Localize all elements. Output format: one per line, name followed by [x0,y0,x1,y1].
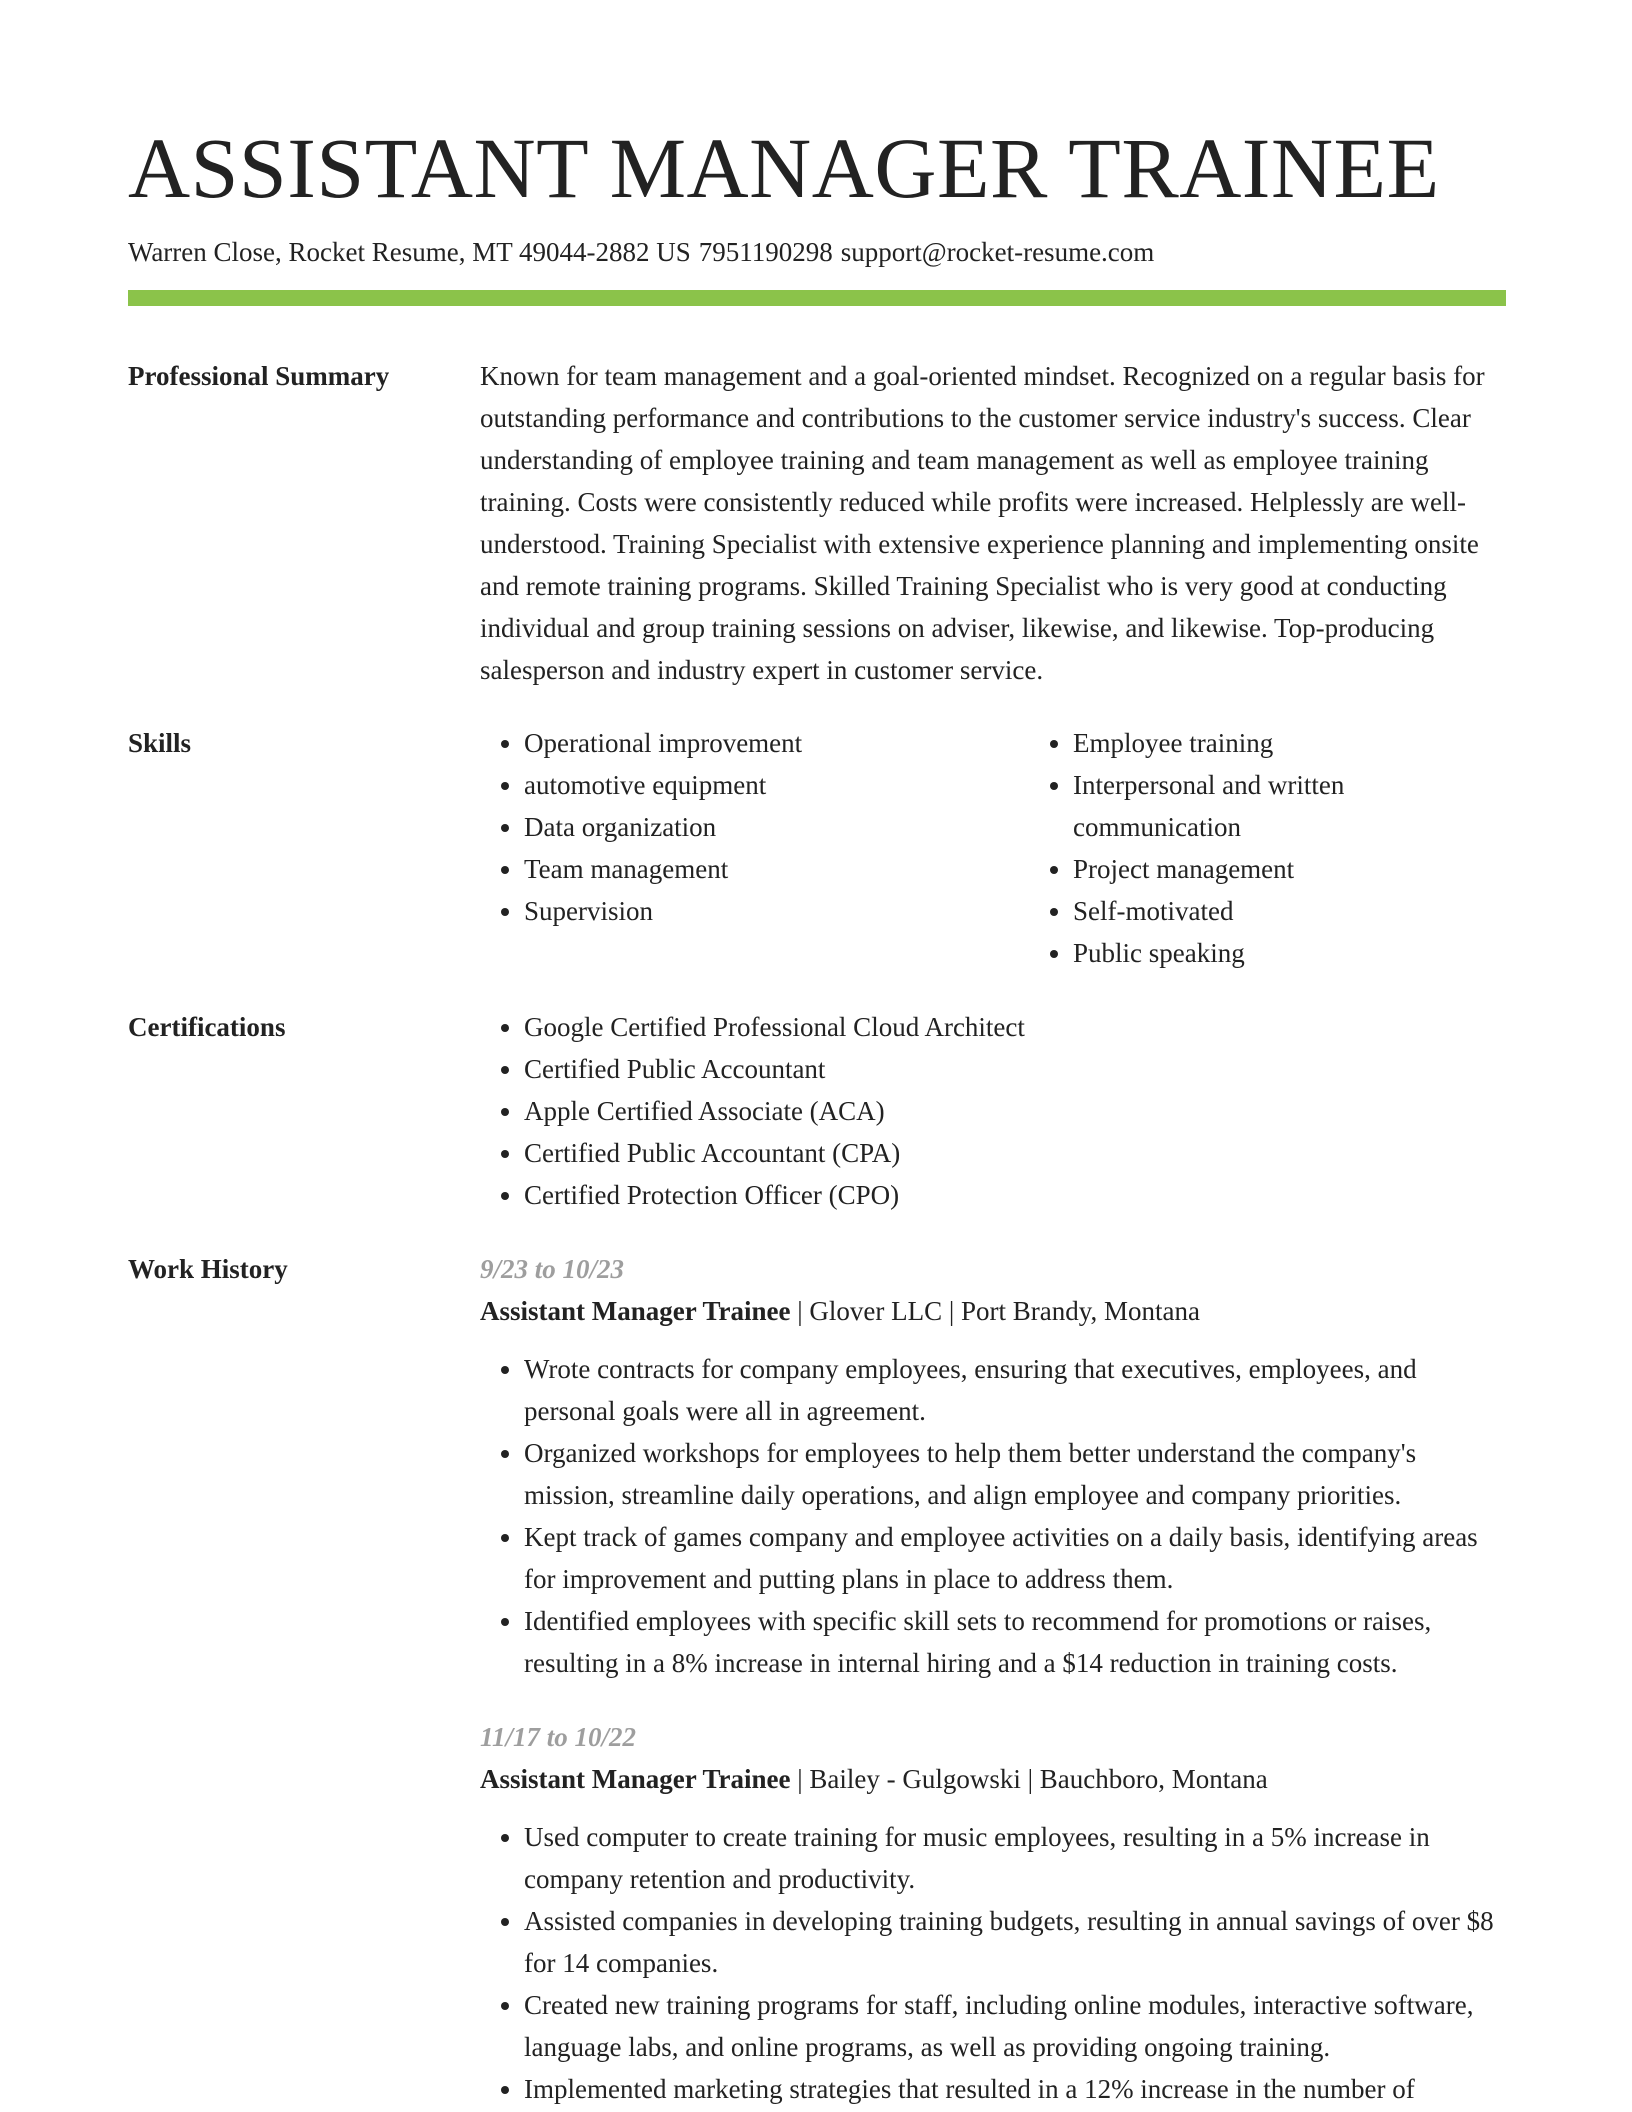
skill-item: • Operational improvement [524,722,1029,764]
skill-item: • automotive equipment [524,764,1029,806]
skill-item: • Data organization [524,806,1029,848]
skills-heading: Skills [128,728,192,758]
certifications-list [480,1006,1506,1216]
work-history-list [480,1248,1506,2110]
summary-text: Known for team management and a goal-oriented mindset. Recognized on a regular basis for outstanding performance and contributions to the customer service industry's success. Clear understanding of employee training and team management as well as employee training training. Costs were consistently reduced while profits were increased. Helplessly are well-understood. Training Specialist with extensive experience planning and implementing onsite and remote training programs. Skilled Training Specialist who is very good at conducting individual and group training sessions on adviser, likewise, and likewise. Top-producing salesperson and industry expert in customer service. [480,361,1485,685]
skills-section [128,722,1506,974]
job-bullet: • Assisted companies in developing training budgets, resulting in annual savings of over $8 for 14 companies. [524,1900,1506,1984]
skills-list [480,722,1506,974]
job-bullet: • Implemented marketing strategies that resulted in a 12% increase in the number of [524,2068,1506,2110]
job-bullet: • Organized workshops for employees to help them better understand the company's mission, streamline daily operations, and align employee and company priorities. [524,1432,1506,1516]
work-history-section [128,1248,1506,2110]
skill-item: • Team management [524,848,1029,890]
skill-item: • Public speaking [1073,932,1506,974]
certification-item: • Certified Protection Officer (CPO) [524,1174,1506,1216]
job-details: | Bailey - Gulgowski | Bauchboro, Montana [790,1764,1268,1794]
certification-item: • Certified Public Accountant [524,1048,1506,1090]
job-bullet: • Used computer to create training for music employees, resulting in a 5% increase in company retention and productivity. [524,1816,1506,1900]
contact-email: support@rocket-resume.com [840,237,1155,267]
certification-item: • Apple Certified Associate (ACA) [524,1090,1506,1132]
contact-line [128,234,1506,270]
job-title: Assistant Manager Trainee [480,1764,791,1794]
certification-item: • Google Certified Professional Cloud Architect [524,1006,1506,1048]
job-dates: 11/17 to 10/22 [480,1722,637,1752]
certification-item: • Certified Public Accountant (CPA) [524,1132,1506,1174]
job-dates: 9/23 to 10/23 [480,1254,625,1284]
contact-phone: 7951190298 [698,237,833,267]
accent-divider [128,290,1506,306]
skills-column-1 [480,722,1029,974]
job-bullet: • Wrote contracts for company employees, ensuring that executives, employees, and personal goals were all in agreement. [524,1348,1506,1432]
skills-column-2 [1029,722,1506,974]
job-heading [480,1290,1506,1332]
job-details: | Glover LLC | Port Brandy, Montana [790,1296,1200,1326]
resume-title: ASSISTANT MANAGER TRAINEE [128,120,1440,216]
job-bullet: • Identified employees with specific skill sets to recommend for promotions or raises, resulting in a 8% increase in internal hiring and a $14 reduction in training costs. [524,1600,1506,1684]
summary-section [128,355,1506,691]
skill-item: • Interpersonal and written communication [1073,764,1506,848]
job-heading [480,1758,1506,1800]
certifications-section [128,1006,1506,1216]
job-entry [480,1716,1506,2110]
resume-page [128,118,1506,2110]
work-history-heading: Work History [128,1254,288,1284]
job-bullet: • Kept track of games company and employee activities on a daily basis, identifying areas for improvement and putting plans in place to address them. [524,1516,1506,1600]
skill-item: • Supervision [524,890,1029,932]
skill-item: • Project management [1073,848,1506,890]
job-bullets [480,1816,1506,2110]
skill-item: • Self-motivated [1073,890,1506,932]
skill-item: • Employee training [1073,722,1506,764]
job-bullets [480,1348,1506,1684]
contact-address: Warren Close, Rocket Resume, MT 49044-2882 US [128,237,691,267]
job-title: Assistant Manager Trainee [480,1296,791,1326]
certifications-heading: Certifications [128,1012,286,1042]
job-entry [480,1248,1506,1684]
summary-heading: Professional Summary [128,361,390,391]
job-bullet: • Created new training programs for staff, including online modules, interactive software, language labs, and online programs, as well as providing ongoing training. [524,1984,1506,2068]
